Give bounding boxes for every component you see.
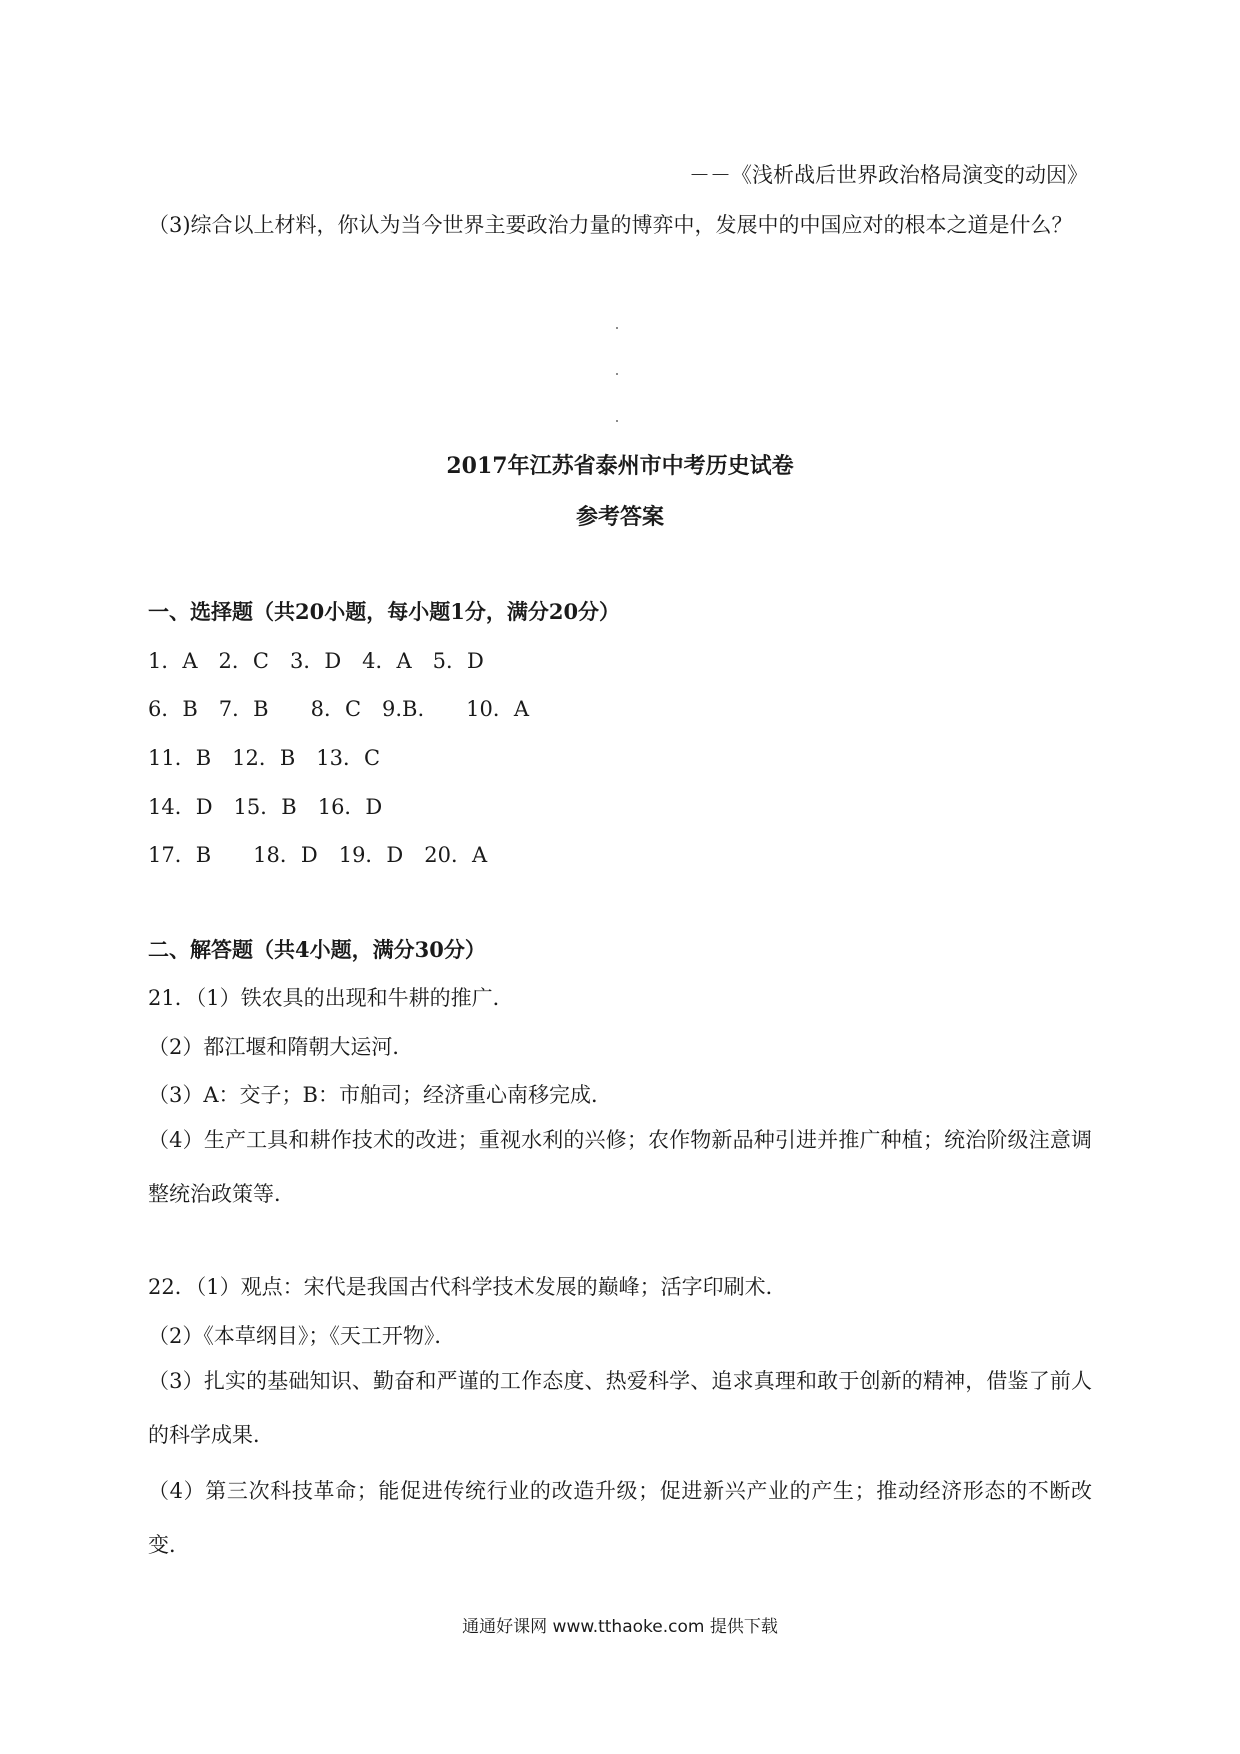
q22-answer-2: （2）《本草纲目》；《天工开物》． [148, 1324, 456, 1348]
q22-answer-3: （3）扎实的基础知识、勤奋和严谨的工作态度、热爱科学、追求真理和敢于创新的精神，借鉴了前人的科学成果． [148, 1369, 1092, 1447]
q22-answer-4: （4）第三次科技革命；能促进传统行业的改造升级；促进新兴产业的产生；推动经济形态的不断改变． [148, 1479, 1092, 1557]
separator-dot [616, 373, 618, 375]
separator-dot [616, 327, 618, 329]
separator-dot [616, 420, 618, 422]
q21-answer-1: 21．（1）铁农具的出现和牛耕的推广． [148, 986, 514, 1010]
choice-answer-row: 11．B 12．B 13．C [148, 746, 381, 770]
choice-answer-row: 14．D 15．B 16．D [148, 795, 383, 819]
q21-answer-4: （4）生产工具和耕作技术的改进；重视水利的兴修；农作物新品种引进并推广种植；统治阶级注意调整统治政策等． [148, 1128, 1092, 1206]
choice-answer-row: 6．B 7．B 8．C 9.B. 10．A [148, 697, 530, 721]
choice-answer-row: 17．B 18．D 19．D 20．A [148, 843, 488, 867]
footer-download-note: 通通好课网 www.tthaoke.com 提供下载 [462, 1617, 778, 1637]
question-3: （3)综合以上材料，你认为当今世界主要政治力量的博弈中，发展中的中国应对的根本之道是什么？ [148, 213, 1073, 237]
answer-section-heading: 二、解答题（共4小题，满分30分） [148, 937, 486, 962]
choice-section-heading: 一、选择题（共20小题，每小题1分，满分20分） [148, 599, 621, 624]
answer-sheet-title: 2017年江苏省泰州市中考历史试卷 [446, 453, 794, 479]
q21-answer-3: （3）A：交子；B：市舶司；经济重心南移完成． [148, 1083, 612, 1107]
source-citation: －－《浅析战后世界政治格局演变的动因》 [689, 163, 1088, 187]
q21-answer-2: （2）都江堰和隋朝大运河． [148, 1035, 414, 1059]
q22-answer-1: 22．（1）观点：宋代是我国古代科学技术发展的巅峰；活字印刷术． [148, 1275, 787, 1299]
answer-sheet-subtitle: 参考答案 [575, 504, 664, 530]
choice-answer-row: 1．A 2．C 3．D 4．A 5．D [148, 649, 484, 673]
